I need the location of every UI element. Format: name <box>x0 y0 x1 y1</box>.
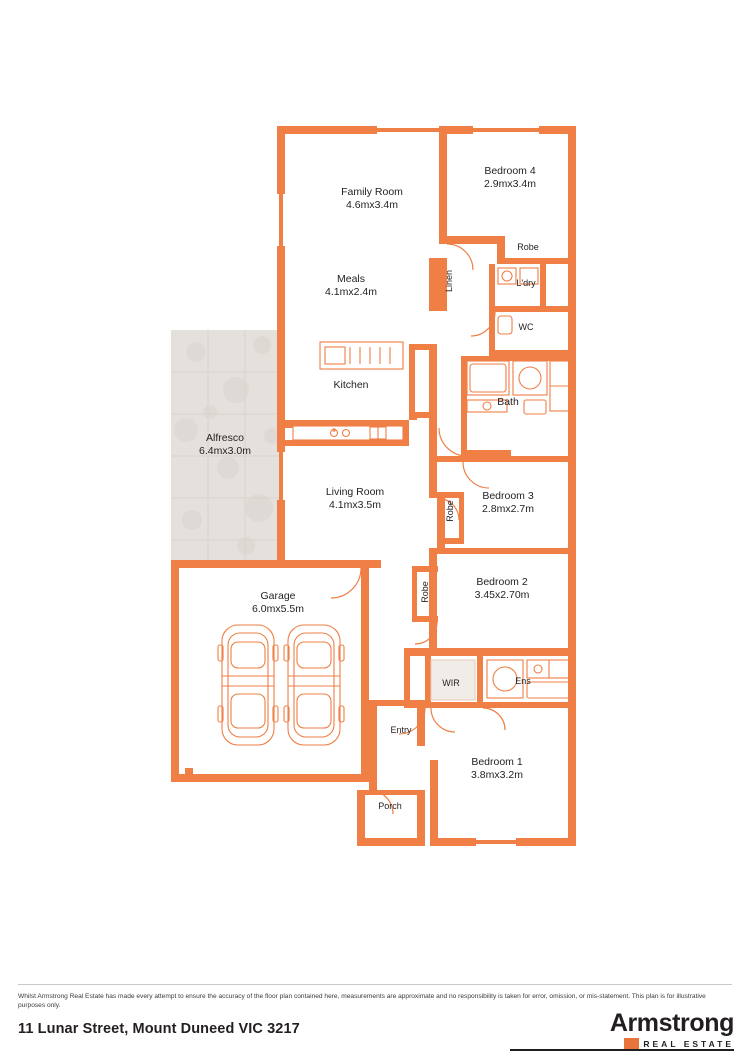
room-name: Bedroom 4 <box>484 165 536 177</box>
logo-tagline: REAL ESTATE <box>643 1038 734 1049</box>
armstrong-logo <box>510 1011 734 1049</box>
room-dimensions: 3.8mx3.2m <box>471 769 523 781</box>
room-label-meals <box>301 273 401 299</box>
room-label-family-room <box>322 186 422 212</box>
room-dimensions: 2.9mx3.4m <box>484 178 536 190</box>
room-label-entry: Entry <box>390 725 412 735</box>
room-dimensions: 4.1mx3.5m <box>329 499 381 511</box>
room-dimensions: 4.1mx2.4m <box>325 286 377 298</box>
room-label-robe-bed2: Robe <box>420 581 430 603</box>
logo-brand-name: Armstrong <box>609 1009 734 1037</box>
room-dimensions: 3.45x2.70m <box>474 589 530 601</box>
room-label-alfresco <box>175 432 275 458</box>
room-name: Kitchen <box>333 379 369 391</box>
room-label-wc: WC <box>518 322 534 332</box>
room-dimensions: 6.0mx5.5m <box>252 603 304 615</box>
room-name: Garage <box>260 590 296 602</box>
room-label-living-room <box>305 486 405 512</box>
room-name: Bath <box>497 396 519 408</box>
room-name: Bedroom 2 <box>476 576 528 588</box>
room-name: Meals <box>336 273 365 285</box>
room-label-kitchen <box>301 379 401 392</box>
room-label-bedroom-2 <box>452 576 552 602</box>
room-label-robe-bed3: Robe <box>445 500 455 522</box>
room-label-bedroom-1 <box>447 756 547 782</box>
disclaimer-text: Whilst Armstrong Real Estate has made every attempt to ensure the accuracy of the floor plan contained here, measurements are approximate and no responsibility is taken for error, omission, or mis-statement. This plan is for illustrative purposes only. <box>18 993 706 1009</box>
room-label-ensuite: Ens <box>515 676 531 686</box>
room-dimensions: 4.6mx3.4m <box>346 199 398 211</box>
room-label-robe-bed4: Robe <box>517 242 539 252</box>
room-label-porch: Porch <box>378 801 402 811</box>
room-label-bath <box>473 396 543 409</box>
logo-accent-swatch <box>624 1038 639 1049</box>
car-icons <box>218 625 344 745</box>
room-name: Living Room <box>325 486 385 498</box>
room-dimensions: 2.8mx2.7m <box>482 503 534 515</box>
room-label-laundry: L'dry <box>516 278 536 288</box>
logo-underline <box>510 1049 734 1051</box>
room-label-bedroom-4 <box>460 165 560 191</box>
footer-divider <box>18 984 732 985</box>
room-label-wir: WIR <box>442 678 460 688</box>
room-label-linen: Linen <box>444 269 454 293</box>
room-name: Family Room <box>341 186 403 198</box>
room-label-garage <box>228 590 328 616</box>
property-address: 11 Lunar Street, Mount Duneed VIC 3217 <box>18 1021 300 1037</box>
room-dimensions: 6.4mx3.0m <box>199 445 251 457</box>
room-name: Bedroom 3 <box>482 490 534 502</box>
room-label-bedroom-3 <box>458 490 558 516</box>
room-name: Bedroom 1 <box>471 756 523 768</box>
room-name: Alfresco <box>206 432 244 444</box>
